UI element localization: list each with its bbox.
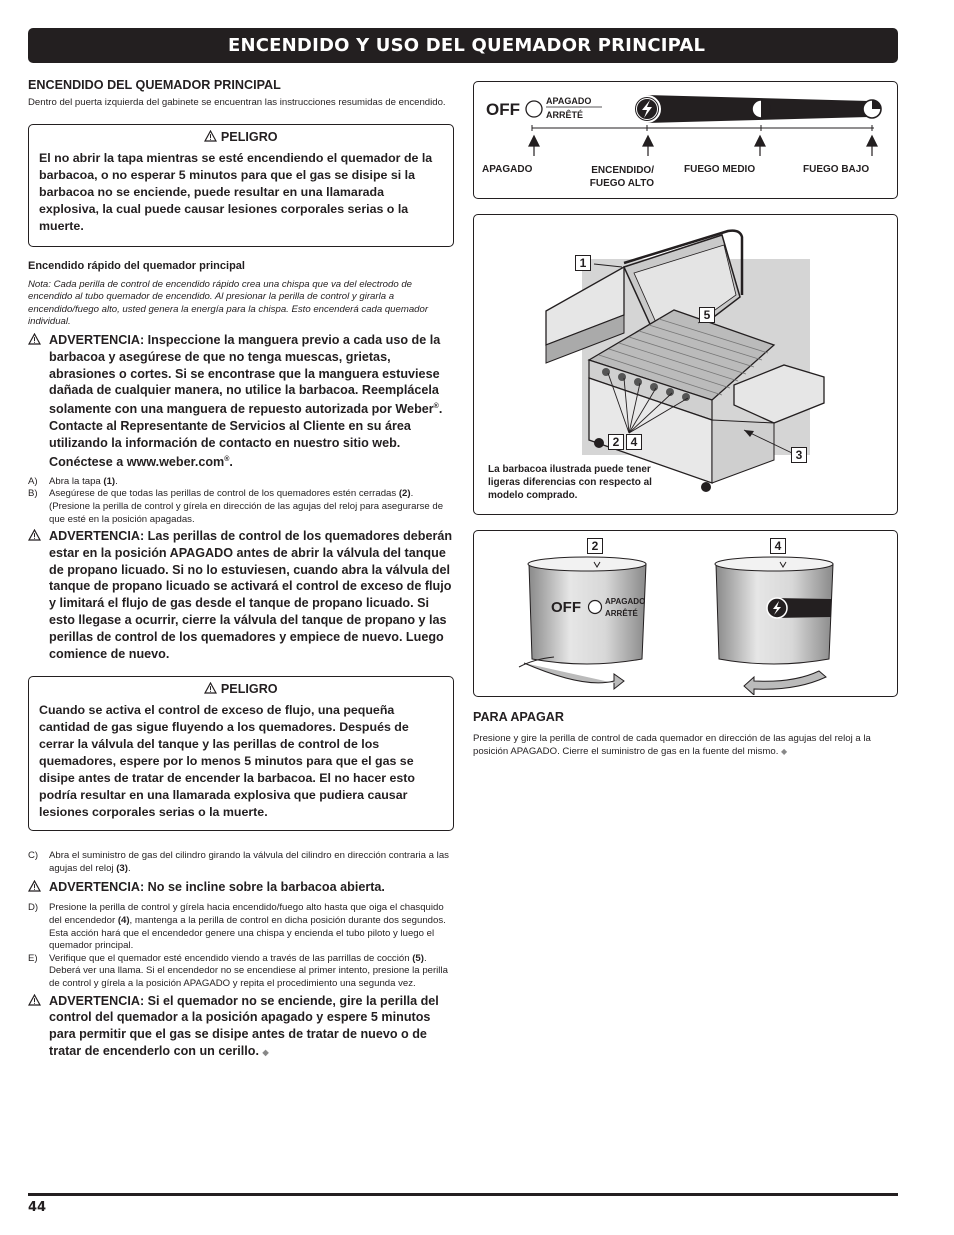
svg-text:APAGADO: APAGADO: [605, 597, 646, 606]
page-header-banner: [28, 28, 898, 63]
callout-4: 4: [626, 434, 642, 450]
grill-figure: [473, 214, 898, 515]
turn-off-title: PARA APAGAR: [473, 710, 564, 724]
warning-4: ADVERTENCIA: Si el quemador no se enciende, gire la perilla del control del quemador a la posición apagado y espere 5 minutos para permitir que el gas se disipe antes de tratar de nuevo o de tratar de encenderlo con un cerillo. ◆: [28, 993, 454, 1062]
warning-triangle-icon: [28, 880, 41, 892]
section-title: ENCENDIDO DEL QUEMADOR PRINCIPAL: [28, 78, 281, 92]
knob-illustration: [474, 531, 896, 695]
danger-title-1: PELIGRO: [39, 130, 443, 144]
warning-1: ADVERTENCIA: Inspeccione la manguera previo a cada uso de la barbacoa y asegúrese de que no tenga muescas, grietas, abrasiones o cortes. Si se encontrase que la manguera estuviese dañada de cualquier manera, no utilice la barbacoa. Reemplácela solamente con una manguera de repuesto autorizada por Weber®. Contacte al Representante de Servicios al Cliente en su área utilizando la información de contacto en nuestro sitio web. Conéctese a www.weber.com®.: [28, 332, 454, 471]
svg-text:APAGADO: APAGADO: [546, 96, 592, 106]
warning-triangle-icon: [28, 529, 41, 541]
grill-caption: La barbacoa ilustrada puede tener ligeras diferencias con respecto al modelo comprado.: [488, 464, 652, 501]
danger-box-2: [28, 676, 454, 831]
subsection-title: Encendido rápido del quemador principal: [28, 259, 245, 272]
callout-2: 2: [608, 434, 624, 450]
position-label-low: FUEGO BAJO: [803, 164, 870, 175]
svg-text:ARRÊTÉ: ARRÊTÉ: [546, 110, 584, 120]
knob-figure: [473, 530, 898, 697]
warning-2: ADVERTENCIA: Las perillas de control de los quemadores deberán estar en la posición APAGADO antes de abrir la válvula del tanque de propano licuado. Si no lo estuviesen, cuando abra la válvula del tanque de propano licuado se activará el control de exceso de flujo y limitará el flujo de gas desde el tanque de propano licuado. Si esto llegase a ocurrir, cierre la válvula del tanque de propano y las perillas de control de los quemadores y empiece de nuevo. Luego comience de nuevo.: [28, 528, 454, 662]
knob-label-4: 4: [770, 538, 786, 554]
off-circle-icon: [526, 101, 542, 117]
position-label-high: ENCENDIDO/ FUEGO ALTO: [589, 165, 654, 189]
warning-triangle-icon: [28, 333, 41, 345]
step-c: C) Abra el suministro de gas del cilindro girando la válvula del cilindro en dirección contraria a las agujas del reloj (3).: [28, 850, 449, 875]
knob-label-2: 2: [587, 538, 603, 554]
step-b: B) Asegúrese de que todas las perillas de control de los quemadores estén cerradas (2). (Presione la perilla de control y gírela en dirección de las agujas del reloj para asegurarse de que esté en la posición apagadas.: [28, 488, 444, 525]
step-d: D) Presione la perilla de control y gírela hacia encendido/fuego alto hasta que oiga el chasquido del encendedor (4), mantenga a la perilla de control en dicha posición durante dos segundos. Esta acción hará que el encendedor genere una chispa y encienda el tubo piloto y luego el quemador principal.: [28, 902, 446, 952]
position-label-off: APAGADO: [482, 164, 533, 175]
page-number: 44: [28, 1200, 47, 1215]
step-a: A) Abra la tapa (1).: [28, 475, 118, 487]
svg-text:ARRÊTÉ: ARRÊTÉ: [605, 609, 638, 618]
dial-scale-illustration: [474, 82, 896, 197]
footer-rule: [28, 1193, 898, 1196]
intro-text: Dentro del puerta izquierda del gabinete se encuentran las instrucciones resumidas de encendido.: [28, 97, 446, 108]
callout-1: 1: [575, 255, 591, 271]
note-text: Nota: Cada perilla de control de encendido rápido crea una chispa que va del electrodo de encendido al tubo quemador de encendido. Al presionar la perilla de control y girarla a encendido/fuego alto, usted genera la energía para la chispa. Esto encenderá cada quemador individual.: [28, 278, 429, 328]
end-mark-icon: ◆: [262, 1048, 269, 1057]
dial-positions-figure: [473, 81, 898, 199]
warning-3: ADVERTENCIA: No se incline sobre la barbacoa abierta.: [28, 879, 454, 897]
callout-5: 5: [699, 307, 715, 323]
left-column: [28, 78, 454, 1062]
turn-off-body: Presione y gire la perilla de control de cada quemador en dirección de las agujas del reloj a la posición APAGADO. Cierre el suministro de gas en la fuente del mismo.: [473, 733, 871, 757]
warning-triangle-icon: [28, 994, 41, 1006]
knob-off-illustration: [519, 557, 646, 689]
position-label-medium: FUEGO MEDIO: [684, 164, 756, 175]
warning-triangle-icon: [204, 682, 217, 694]
step-e: E) Verifique que el quemador esté encendido viendo a través de las parrillas de cocción (5). Deberá ver una llama. Si el encendedor no se encendiese al primer intento, presione la perilla de control y gírela a la posición APAGADO y repita el procedimiento una segunda vez.: [28, 952, 448, 990]
svg-text:OFF: OFF: [551, 599, 581, 616]
off-label: OFF: [486, 100, 520, 119]
danger-body-2: Cuando se activa el control de exceso de flujo, una pequeña cantidad de gas sigue fluyendo a los quemadores. Después de cerrar la válvula del tanque y las perillas de control de los quemadores, espere por lo menos 5 minutos para que el gas se disipe antes de tratar de encender la barbacoa. El no hacer esto podría resultar en una llamarada explosiva que pudiera causar lesiones corporales serias o la muerte.: [39, 703, 415, 820]
turn-off-section: [473, 710, 898, 758]
danger-box-1: [28, 124, 454, 247]
knob-high-illustration: [715, 557, 833, 695]
page-title: ENCENDIDO Y USO DEL QUEMADOR PRINCIPAL: [228, 35, 706, 56]
position-arrows: [529, 136, 877, 156]
warning-triangle-icon: [204, 130, 217, 142]
callout-3: 3: [791, 447, 807, 463]
end-mark-icon: ◆: [781, 746, 788, 756]
danger-body-1: El no abrir la tapa mientras se esté encendiendo el quemador de la barbacoa, o no esperar 5 minutos para que el gas se disipe si la barbacoa no se enciende, puede resultar en una llamarada explosiva, la cual puede causar lesiones corporales serias o la muerte.: [39, 150, 433, 233]
danger-title-2: PELIGRO: [39, 682, 443, 696]
